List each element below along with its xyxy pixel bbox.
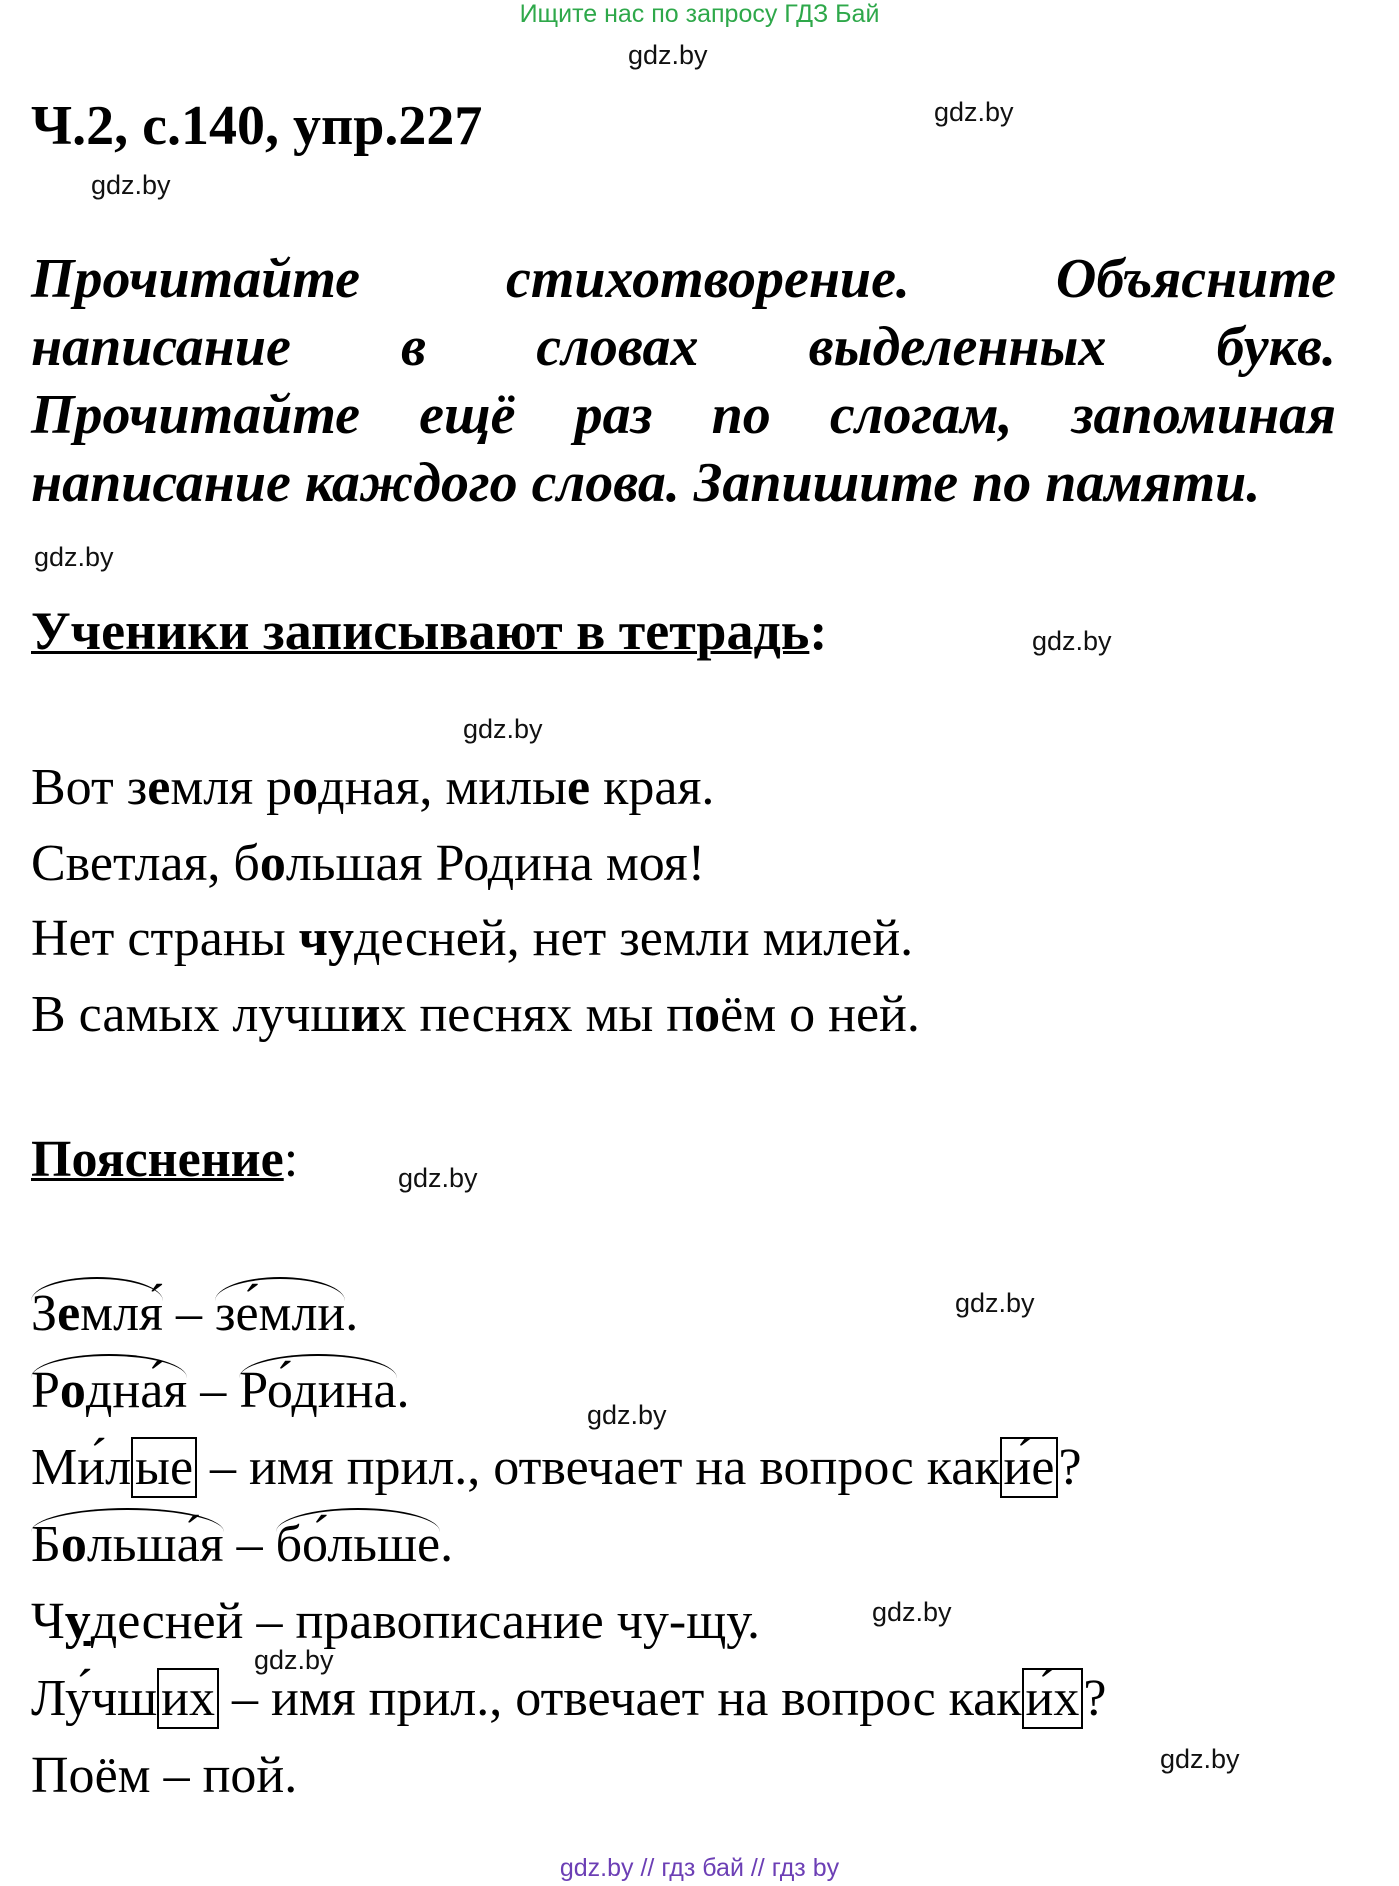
explanation — [31, 1275, 1106, 1814]
watermark: gdz.by — [628, 40, 708, 70]
footer-links[interactable]: gdz.by // гдз бай // гдз by — [559, 1854, 840, 1882]
watermark: gdz.by — [587, 1400, 667, 1430]
heading-colon: : — [809, 601, 828, 661]
page-title: Ч.2, с.140, упр.227 — [31, 95, 483, 157]
watermark: gdz.by — [955, 1288, 1035, 1318]
ending-box: ые — [131, 1437, 197, 1498]
root-arc: зе́мли — [215, 1275, 345, 1352]
ending-box: и́е — [1000, 1437, 1059, 1498]
explanation-line: Больша́я – бо́льше. — [31, 1506, 1106, 1583]
root-arc: бо́льше — [276, 1506, 441, 1583]
task-text — [31, 245, 1336, 517]
explanation-heading — [31, 1130, 298, 1189]
root-arc: Больша́я — [31, 1506, 224, 1583]
watermark: gdz.by — [398, 1163, 478, 1193]
top-banner: Ищите нас по запросу ГДЗ Бай — [519, 0, 880, 28]
watermark: gdz.by — [1160, 1744, 1240, 1774]
task-line: написание в словах выделенных букв. — [31, 316, 1336, 378]
ending-box: и́х — [1022, 1668, 1084, 1729]
watermark: gdz.by — [872, 1597, 952, 1627]
task-line: Прочитайте ещё раз по слогам, запоминая — [31, 384, 1336, 446]
root-arc: Ро́дина — [239, 1352, 396, 1429]
explanation-line: Земля́ – зе́мли. — [31, 1275, 1106, 1352]
poem-line: Нет страны чудесней, нет земли милей. — [31, 910, 914, 967]
task-line: Прочитайте стихотворение. Объясните — [31, 248, 1336, 310]
explanation-line: Поём – пой. — [31, 1747, 298, 1804]
poem — [31, 750, 920, 1052]
explanation-line: Ми́лые – имя прил., отвечает на вопрос каки́е? — [31, 1439, 1082, 1496]
heading-colon: : — [283, 1131, 299, 1188]
explanation-line: Родна́я – Ро́дина. — [31, 1352, 1106, 1429]
explanation-line: Лу́чших – имя прил., отвечает на вопрос каки́х? — [31, 1670, 1107, 1727]
root-arc: Земля́ — [31, 1275, 163, 1352]
watermark: gdz.by — [34, 542, 114, 572]
poem-line: В самых лучших песнях мы поём о ней. — [31, 985, 920, 1043]
explanation-heading-text: Пояснение — [31, 1131, 284, 1188]
watermark: gdz.by — [934, 97, 1014, 127]
poem-line: Светлая, большая Родина моя! — [31, 834, 706, 892]
watermark: gdz.by — [91, 170, 171, 200]
poem-line: Вот земля родная, милые края. — [31, 759, 715, 816]
ending-box: их — [157, 1668, 219, 1729]
notebook-heading — [31, 600, 827, 662]
explanation-line: Чудесней – правописание чу-щу. — [31, 1593, 761, 1650]
watermark: gdz.by — [463, 714, 543, 744]
watermark: gdz.by — [254, 1645, 334, 1675]
notebook-heading-text: Ученики записывают в тетрадь — [31, 601, 810, 661]
task-line: написание каждого слова. Запишите по памяти. — [31, 452, 1261, 514]
root-arc: Родна́я — [31, 1352, 187, 1429]
watermark: gdz.by — [1032, 626, 1112, 656]
